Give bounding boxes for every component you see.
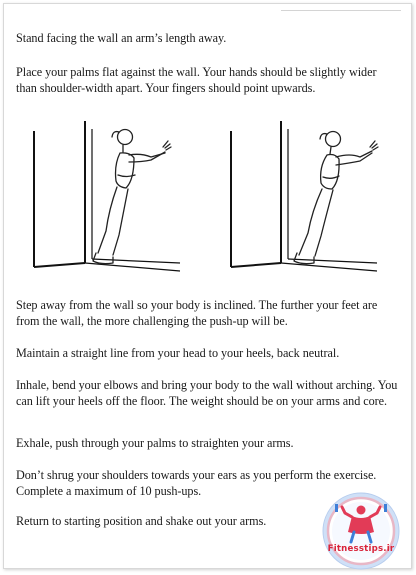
step-2: Place your palms flat against the wall. Your hands should be slightly wider than shoulder-width apart. Your fingers should point upwards. [16,65,377,95]
step-8: Return to starting position and shake out your arms. [16,514,267,528]
step-4: Maintain a straight line from your head to your heels, back neutral. [16,346,340,360]
fitness-logo[interactable] [322,492,400,570]
logo-text: Fitnesstips.ir [327,544,395,554]
wall-pushup-illustration-left [30,115,195,280]
fitness-logo-icon [322,492,400,570]
wall-pushup-icon [30,115,195,280]
step-3: Step away from the wall so your body is inclined. The further your feet are from the wall, the more challenging the push-up will be. [16,298,378,328]
wall-pushup-icon [225,115,390,280]
step-1: Stand facing the wall an arm’s length away. [16,31,227,45]
step-7: Don’t shrug your shoulders towards your ears as you perform the exercise. Complete a maximum of 10 push-ups. [16,468,377,498]
wall-pushup-illustration-right [225,115,390,280]
step-5: Inhale, bend your elbows and bring your body to the wall without arching. You can lift your heels off the floor. The weight should be on your arms and core. [16,378,398,408]
top-divider [281,10,401,11]
step-6: Exhale, push through your palms to straighten your arms. [16,436,294,450]
